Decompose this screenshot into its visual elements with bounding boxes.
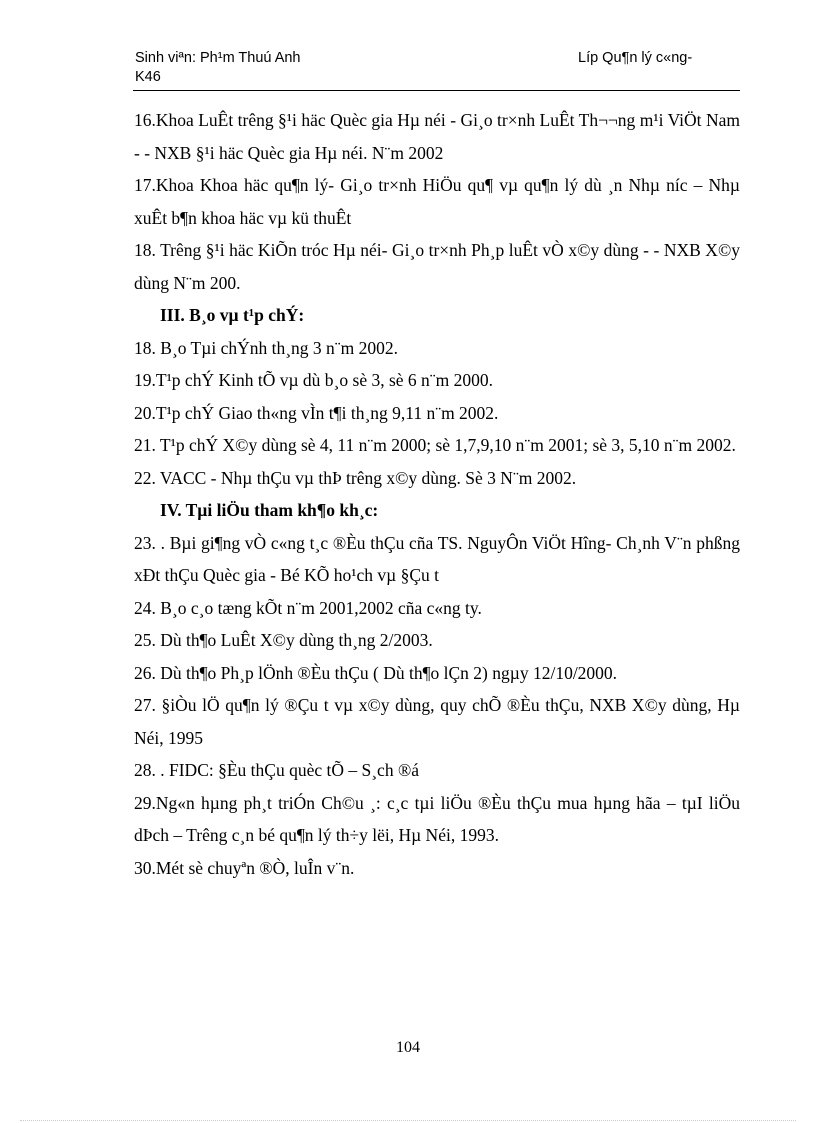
reference-item-21: 21. T¹p chÝ X©y dùng sè 4, 11 n¨m 2000; sè 1,7,9,10 n¨m 2001; sè 3, 5,10 n¨m 2002. — [134, 435, 736, 455]
reference-item-20: 20.T¹p chÝ Giao th«ng vÌn t¶i th¸ng 9,11 n¨m 2002. — [134, 402, 499, 423]
reference-item-17: 17.Khoa Khoa häc qu¶n lý- Gi¸o tr×nh HiÖu qu¶ vµ qu¶n lý dù ¸n Nhµ níc – Nhµ xuÊt b¶n khoa häc vµ kü thuÊt — [134, 175, 740, 228]
reference-item-26: 26. Dù th¶o Ph¸p lÖnh ®Èu thÇu ( Dù th¶o lÇn 2) ngµy 12/10/2000. — [134, 662, 618, 683]
page-bottom-edge — [20, 1120, 796, 1121]
section-heading-journals: III. B¸o vµ t¹p chÝ: — [160, 305, 305, 325]
reference-list — [134, 104, 740, 884]
section-heading-other: IV. Tµi liÖu tham kh¶o kh¸c: — [160, 500, 379, 520]
header-author-name: Sinh viªn: Ph¹m Thuú Anh — [135, 50, 301, 66]
reference-item-18b: 18. B¸o Tµi chÝnh th¸ng 3 n¨m 2002. — [134, 337, 398, 358]
reference-item-24: 24. B¸o c¸o tæng kÕt n¨m 2001,2002 cña c«ng ty. — [134, 597, 482, 618]
reference-item-18: 18. Trêng §¹i häc KiÕn tróc Hµ néi- Gi¸o tr×nh Ph¸p luÊt vÒ x©y dùng - - NXB X©y dùng N¨m 200. — [134, 240, 740, 293]
page-number: 104 — [396, 1039, 420, 1056]
reference-item-29: 29.Ng«n hµng ph¸t triÓn Ch©u ¸: c¸c tµi liÖu ®Èu thÇu mua hµng hãa – tµI liÖu dÞch – Trêng c¸n bé qu¶n lý th÷y lëi, Hµ Néi, 1993. — [134, 792, 740, 845]
reference-item-22: 22. VACC - Nhµ thÇu vµ thÞ trêng x©y dùng. Sè 3 N¨m 2002. — [134, 467, 577, 488]
reference-item-28: 28. . FIDC: §Èu thÇu quèc tÕ – S¸ch ®á — [134, 760, 420, 780]
header-divider — [133, 90, 740, 91]
reference-item-30: 30.Mét sè chuyªn ®Ò, luÎn v¨n. — [134, 857, 355, 878]
reference-item-25: 25. Dù th¶o LuÊt X©y dùng th¸ng 2/2003. — [134, 630, 433, 650]
reference-item-19: 19.T¹p chÝ Kinh tÕ vµ dù b¸o sè 3, sè 6 n¨m 2000. — [134, 370, 493, 390]
header-author — [135, 49, 335, 87]
reference-item-27: 27. §iÒu lÖ qu¶n lý ®Çu t vµ x©y dùng, quy chÕ ®Èu thÇu, NXB X©y dùng, Hµ Néi, 1995 — [134, 695, 740, 748]
reference-item-16: 16.Khoa LuÊt trêng §¹i häc Quèc gia Hµ néi - Gi¸o tr×nh LuÊt Th¬¬ng m¹i ViÖt Nam - - NXB §¹i häc Quèc gia Hµ néi. N¨m 2002 — [134, 110, 740, 163]
reference-item-23: 23. . Bµi gi¶ng vÒ c«ng t¸c ®Èu thÇu cña TS. NguyÔn ViÖt Hîng- Ch¸nh V¨n phßng xÐt thÇu Quèc gia - Bé KÕ ho¹ch vµ §Çu t — [134, 532, 740, 585]
header-class-code: K46 — [135, 69, 161, 85]
header-class: Líp Qu¶n lý c«ng- — [578, 50, 693, 66]
